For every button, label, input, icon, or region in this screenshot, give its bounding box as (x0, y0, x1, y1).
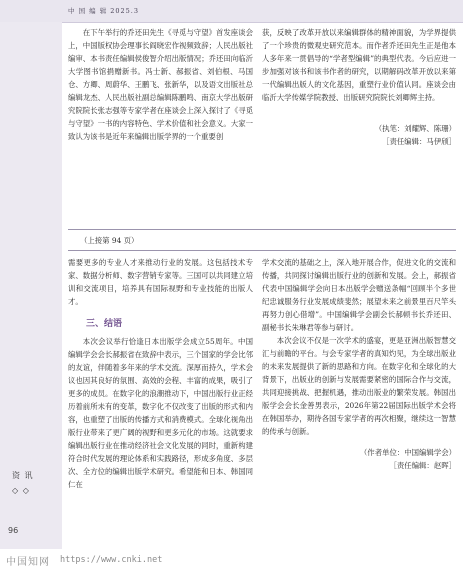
top-right-paragraph: 获，反映了改革开放以来编辑群体的精神面貌，为学界提供了一个珍贵的微观史研究范本。而作者乔还田先生正是他本人多年来一贯倡导的“学者型编辑”的典型代表。今后应进一步加强对该书和该书作者的研究，以期解码改革开放以来第一代编辑出版人的文化基因，重塑行业价值认同。座谈会由临沂大学传媒学院教授、出版研究院院长刘卿辉主持。 (262, 28, 456, 102)
section-heading-conclusion: 三、结语 (86, 319, 123, 329)
section-divider-top (68, 229, 456, 230)
cnki-brand-logo: 中国知网 (6, 557, 50, 568)
top-left-paragraph: 在下午举行的乔还田先生《寻觅与守望》首发座谈会上，中国版权协会理事长阎晓宏作视频致辞；人民出版社编审、本书责任编辑侯俊智介绍出版情况；乔还田向临沂大学图书馆捐赠新书。冯士新、郝振省、刘伯根、马国仓、方卿、周蔚华、王鹏飞、张新华，以及语文出版社总编辑龙杰、人民出版社副总编辑陈鹏鸣、南京大学出版研究院院长张志强等专家学者在座谈会上深入探讨了《寻觅与守望》一书的内容特色、学术价值和社会意义。大家一致认为该书是近年来编辑出版学界的一个重要创 (68, 28, 253, 141)
top-editor-credit: ［责任编辑：马伊颀］ (382, 137, 456, 146)
section-divider-bottom (68, 250, 456, 251)
top-author-credit: （执笔：刘耀辉、陈珊） (374, 124, 456, 133)
bottom-author-credit: （作者单位：中国编辑学会） (359, 448, 456, 457)
page-number: 96 (8, 526, 19, 535)
bottom-left-column (68, 256, 253, 491)
bottom-editor-credit: ［责任编辑：赵晖］ (389, 461, 456, 470)
cnki-url-link[interactable]: https://www.cnki.net (60, 555, 163, 565)
bottom-left-intro: 需要更多的专业人才来推动行业的发展。这包括技术专家、数据分析师、数字营销专家等。三国可以共同建立培训和交流项目，培养具有国际视野和专业技能的出版人才。 (68, 258, 253, 306)
bottom-right-column (262, 256, 456, 472)
continued-from-note: （上接第 94 页） (80, 236, 139, 245)
bottom-right-paragraph-1: 学术交流的基础之上，深入地开展合作，促进文化的交流和传播，共同探讨编辑出版行业的创新和发展。会上，郝振省代表中国编辑学会向日本出版学会赠送条幅“回顾半个多世纪忠诚服务行业发展成绩斐然；展望未来之前景里百尺竿头再努力创心借增”。中国编辑学会副会长郝顿书长乔还田、副秘书长朱琳君等参与研讨。 (262, 258, 456, 332)
top-right-column (262, 26, 456, 148)
bottom-left-paragraph: 本次会议举行恰逢日本出版学会成立55周年。中国编辑学会会长郝振省在致辞中表示，三个国家的学会比邻的友谊，伴随着多年来的学术交流。深厚而持久，学术会议也因其良好的氛围、高效的会程、丰富的成果，吸引了更多的成员。在数字化的浪潮推动下，中国出版行业正经历着前所未有的变革，数字化不仅改变了出版的形式和内容，也重塑了出版的传播方式和消费模式。全球化视角出版行业带来了更广阔的视野和更多元化的市场。这就要求编辑出版行业在推动经济社会文化发展的同时，重新构建符合时代发展的理论体系和实践路径，形成多角度、多层次、全方位的编辑出版学术研究。希望能和日本、韩国同仁在 (68, 337, 253, 489)
top-left-column (68, 26, 253, 143)
section-tag: 资 讯 (12, 471, 34, 480)
journal-running-title: 中 国 编 辑 2025.3 (68, 7, 140, 15)
bottom-right-paragraph-2: 本次会议不仅是一次学术的盛宴，更是亚洲出版智慧交汇与前瞻的平台。与会专家学者的真知灼见，为全球出版业的未来发展提供了新的思路和方向。在数字化和全球化的大背景下，出版业的创新与发展需要紧密的国际合作与交流，共同迎接挑战、把握机遇，推动出版业的繁荣发展。韩国出版学会会长金善男表示，2026年第22届国际出版学术会将在韩国举办，期待各国专家学者的再次相聚，继续这一智慧的传承与创新。 (262, 336, 456, 436)
diamond-ornament-icon: ◇ ◇ (12, 486, 30, 495)
